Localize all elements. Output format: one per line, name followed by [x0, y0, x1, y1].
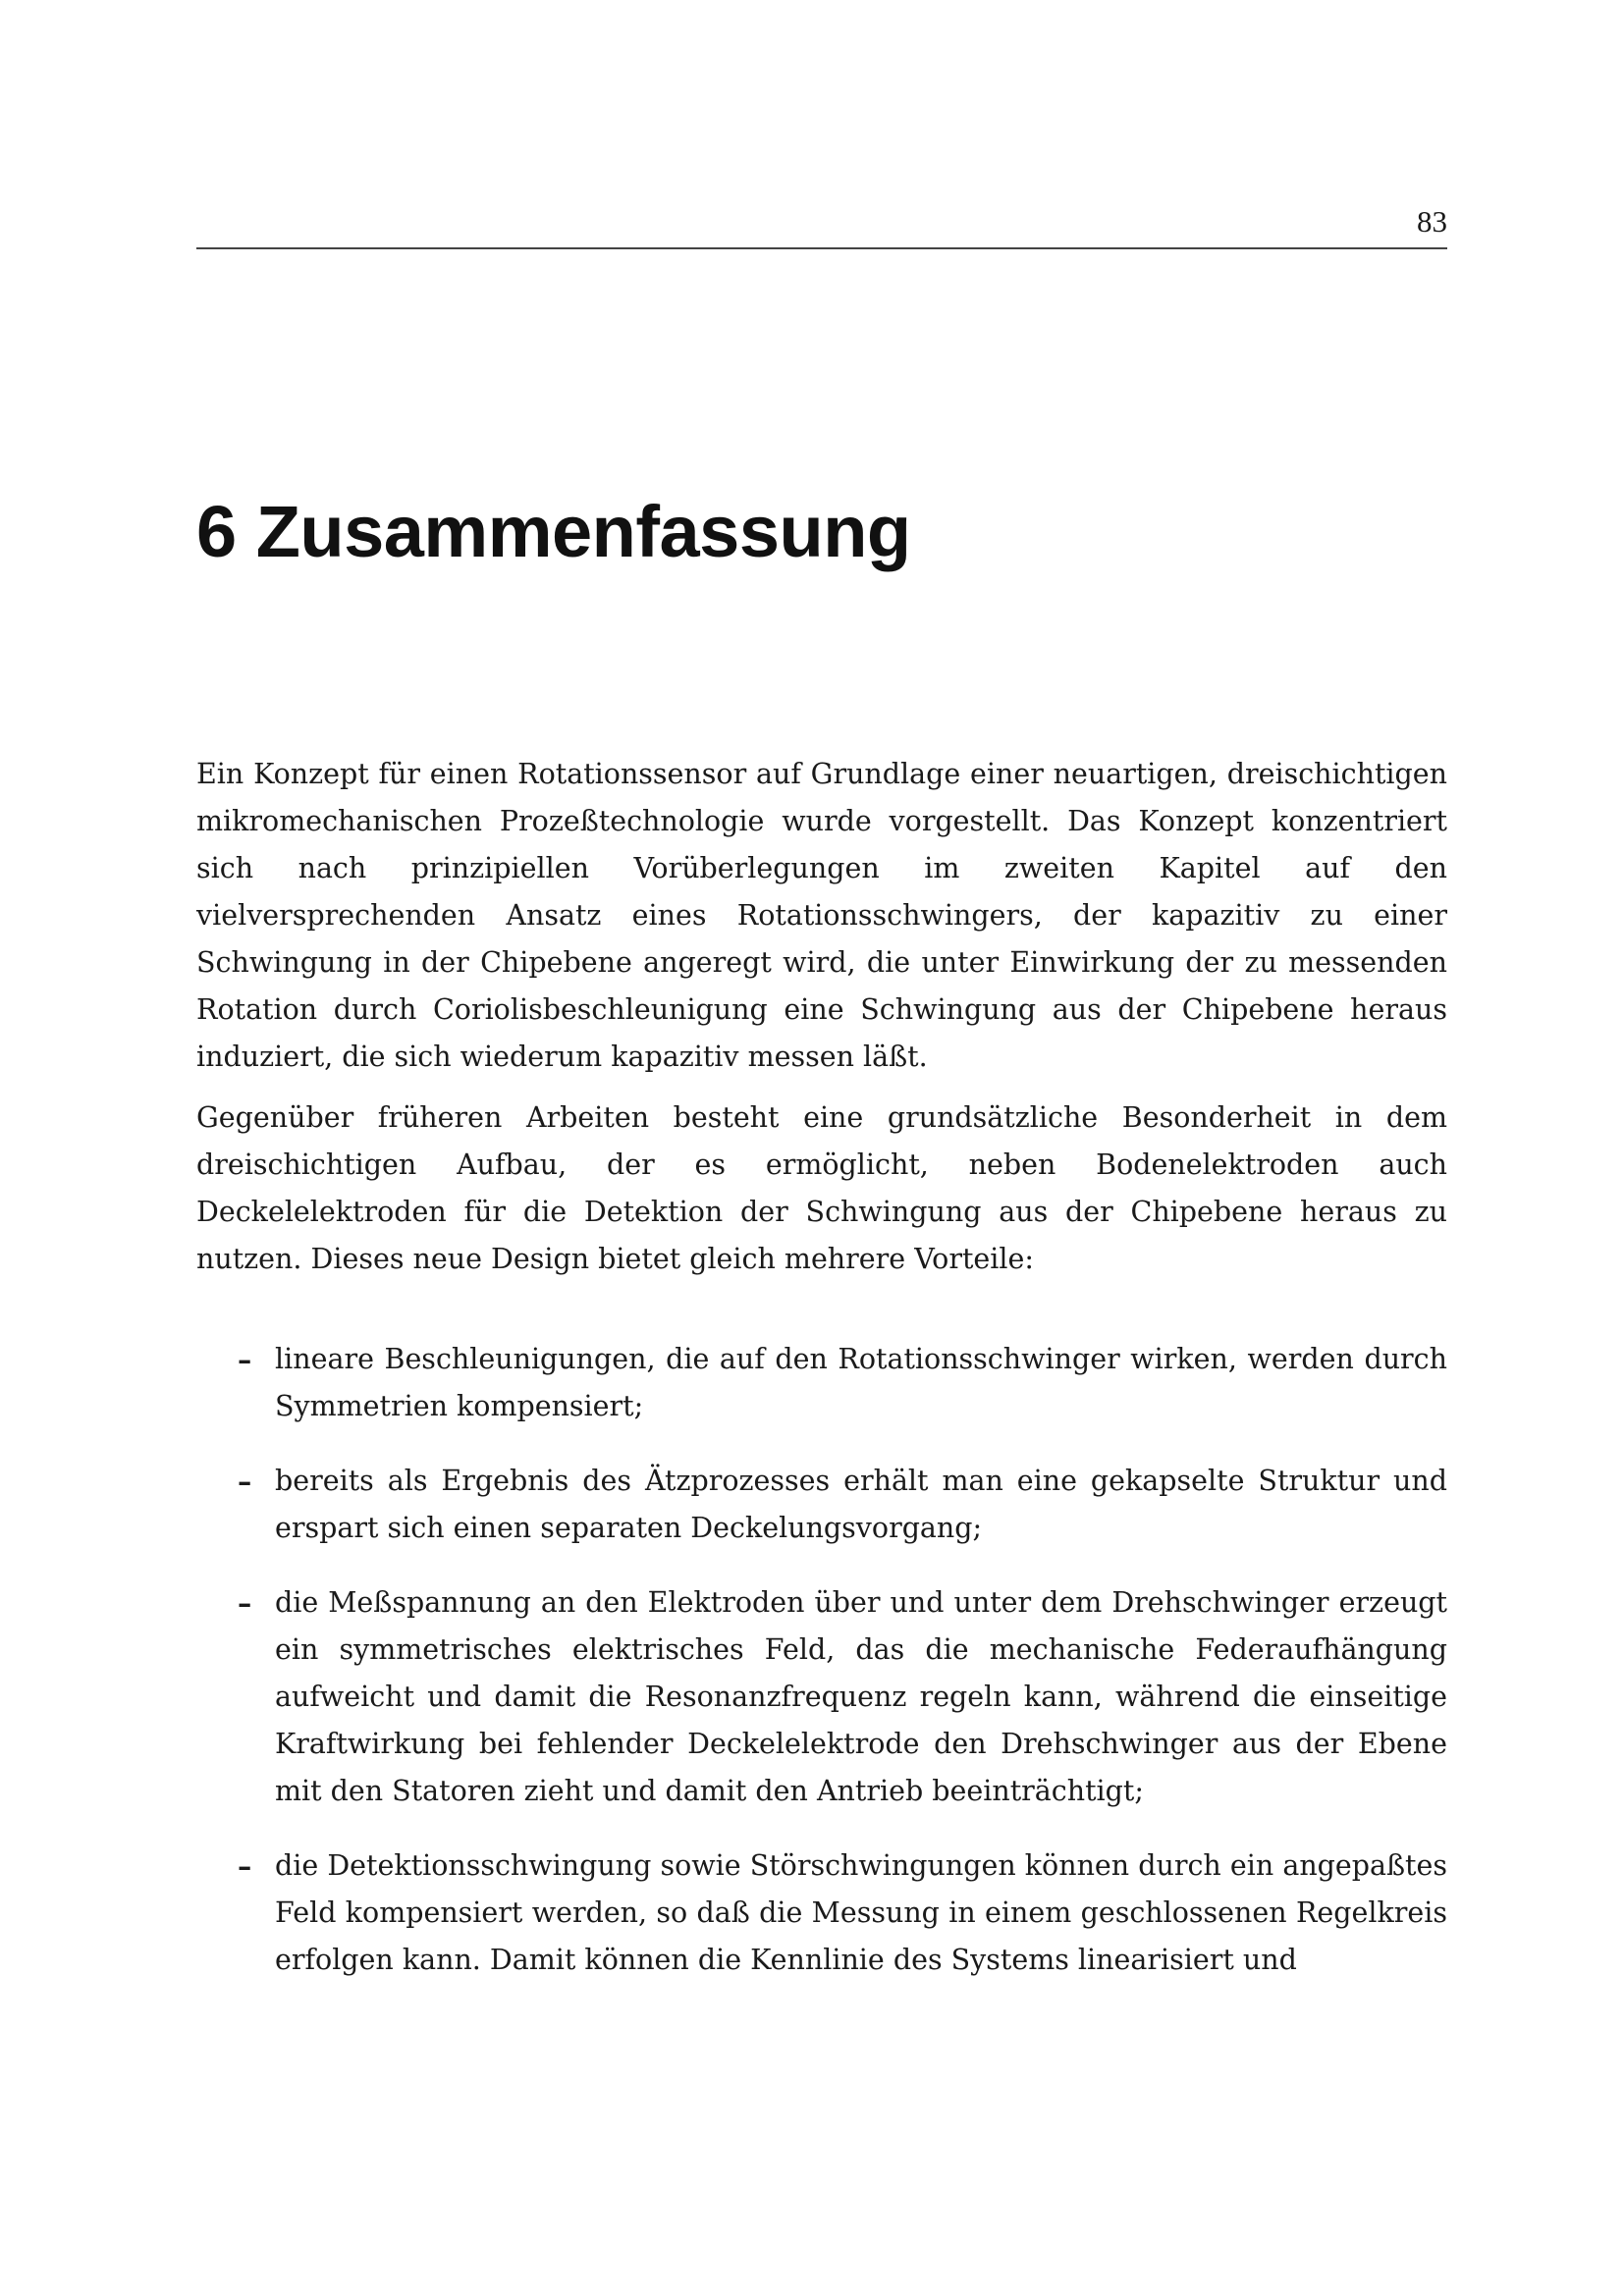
- page-number: 83: [1417, 204, 1447, 239]
- list-item-text: lineare Beschleunigungen, die auf den Rotationsschwinger wirken, werden durch Symmetrien kompensiert;: [275, 1343, 1447, 1422]
- dash-bullet: –: [238, 1465, 252, 1498]
- chapter-title: 6 Zusammenfassung: [196, 491, 911, 572]
- list-item-text: die Detektionsschwingung sowie Störschwingungen können durch ein angepaßtes Feld kompensiert werden, so daß die Messung in einem geschlossenen Regelkreis erfolgen kann. Damit können die Kennlinie des Systems linearisiert und: [275, 1849, 1447, 1976]
- running-header: [196, 196, 1447, 249]
- dash-bullet: –: [238, 1849, 252, 1883]
- dash-bullet: –: [238, 1586, 252, 1620]
- list-item-text: bereits als Ergebnis des Ätzprozesses erhält man eine gekapselte Struktur und erspart sich einen separaten Deckelungsvorgang;: [275, 1465, 1447, 1544]
- body-text: [196, 751, 1447, 2011]
- paragraph-intro: Ein Konzept für einen Rotationssensor auf Grundlage einer neuartigen, dreischichtigen mikromechanischen Prozeßtechnologie wurde vorgestellt. Das Konzept konzentriert sich nach prinzipiellen Vorüberlegungen im zweiten Kapitel auf den vielversprechenden Ansatz eines Rotationsschwingers, der kapazitiv zu einer Schwingung in der Chipebene angeregt wird, die unter Einwirkung der zu messenden Rotation durch Coriolisbeschleunigung eine Schwingung aus der Chipebene heraus induziert, die sich wiederum kapazitiv messen läßt.: [196, 758, 1447, 1073]
- advantages-list: [196, 1336, 1447, 1984]
- dash-bullet: –: [238, 1343, 252, 1376]
- paragraph-advantages: Gegenüber früheren Arbeiten besteht eine grundsätzliche Besonderheit in dem dreischichtigen Aufbau, der es ermöglicht, neben Bodenelektroden auch Deckelelektroden für die Detektion der Schwingung aus der Chipebene heraus zu nutzen. Dieses neue Design bietet gleich mehrere Vorteile:: [196, 1101, 1447, 1275]
- list-item-text: die Meßspannung an den Elektroden über und unter dem Drehschwinger erzeugt ein symmetrisches elektrisches Feld, das die mechanische Federaufhängung aufweicht und damit die Resonanzfrequenz regeln kann, während die einseitige Kraftwirkung bei fehlender Deckelelektrode den Drehschwinger aus der Ebene mit den Statoren zieht und damit den Antrieb beeinträchtigt;: [275, 1586, 1447, 1807]
- list-item: [196, 1579, 1447, 1815]
- list-item: [196, 1842, 1447, 1984]
- list-item: [196, 1458, 1447, 1552]
- list-item: [196, 1336, 1447, 1430]
